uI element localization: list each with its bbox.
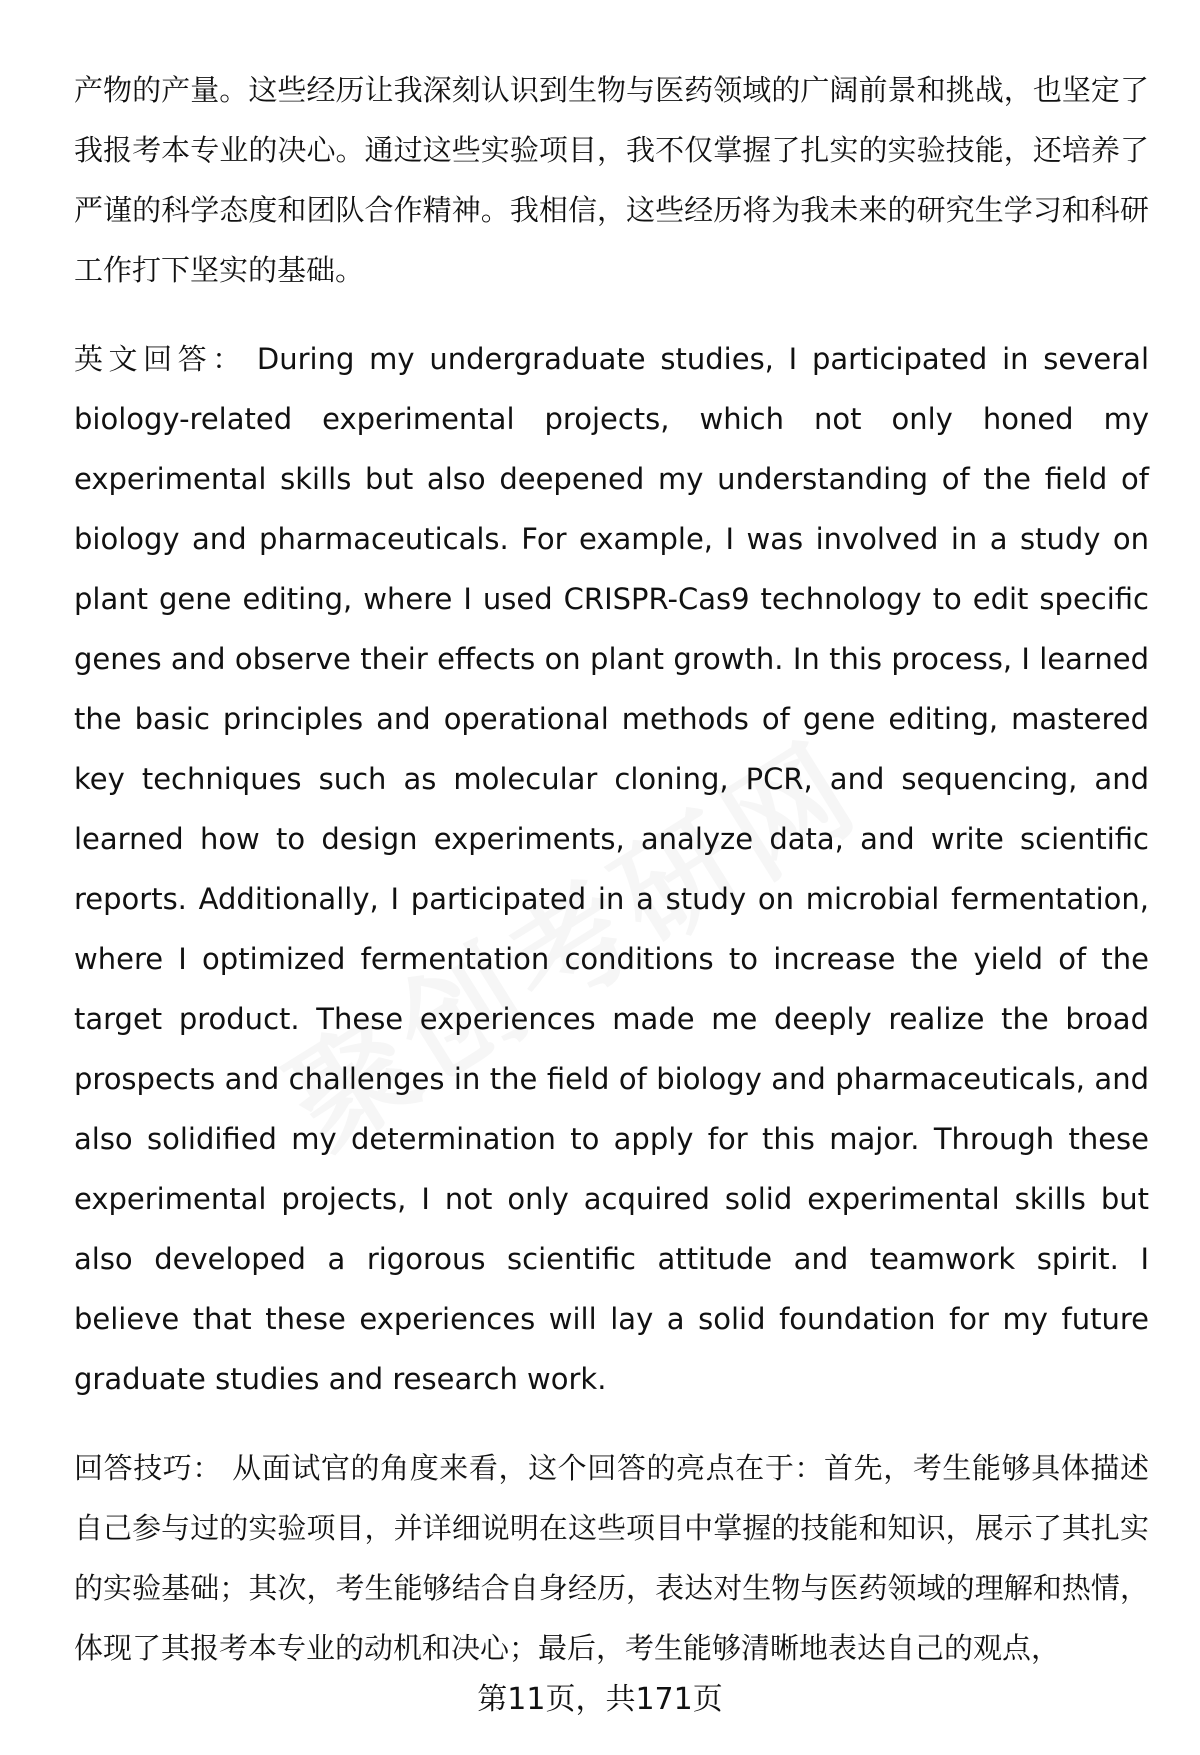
- paragraph-chinese-continuation: [74, 60, 1149, 300]
- paragraph-answer-tips: [74, 1438, 1149, 1678]
- page-number: 第11页，共171页: [477, 1682, 723, 1717]
- paragraph-text: During my undergraduate studies, I participated in several biology-related experimental projects, which not only honed my experimental skills but also deepened my understanding of the field of biology and pharmaceuticals. For example, I was involved in a study on plant gene editing, where I used CRISPR-Cas9 technology to edit specific genes and observe their effects on plant growth. In this process, I learned the basic principles and operational methods of gene editing, mastered key techniques such as molecular cloning, PCR, and sequencing, and learned how to design experiments, analyze data, and write scientific reports. Additionally, I participated in a study on microbial fermentation, where I optimized fermentation conditions to increase the yield of the target product. These experiences made me deeply realize the broad prospects and challenges in the field of biology and pharmaceuticals, and also solidified my determination to apply for this major. Through these experimental projects, I not only acquired solid experimental skills but also developed a rigorous scientific attitude and teamwork spirit. I believe that these experiences will lay a solid foundation for my future graduate studies and research work.: [74, 342, 1149, 1396]
- paragraph-english-answer: [74, 329, 1149, 1409]
- paragraph-label: 英文回答：: [74, 342, 247, 376]
- paragraph-text: 从面试官的角度来看，这个回答的亮点在于：首先，考生能够具体描述自己参与过的实验项目，并详细说明在这些项目中掌握的技能和知识，展示了其扎实的实验基础；其次，考生能够结合自身经历，表达对生物与医药领域的理解和热情，体现了其报考本专业的动机和决心；最后，考生能够清晰地表达自己的观点，: [74, 1451, 1149, 1665]
- paragraph-text: 产物的产量。这些经历让我深刻认识到生物与医药领域的广阔前景和挑战，也坚定了我报考本专业的决心。通过这些实验项目，我不仅掌握了扎实的实验技能，还培养了严谨的科学态度和团队合作精神。我相信，这些经历将为我未来的研究生学习和科研工作打下坚实的基础。: [74, 73, 1149, 287]
- paragraph-label: 回答技巧：: [74, 1451, 222, 1485]
- document-body: [74, 60, 1149, 1678]
